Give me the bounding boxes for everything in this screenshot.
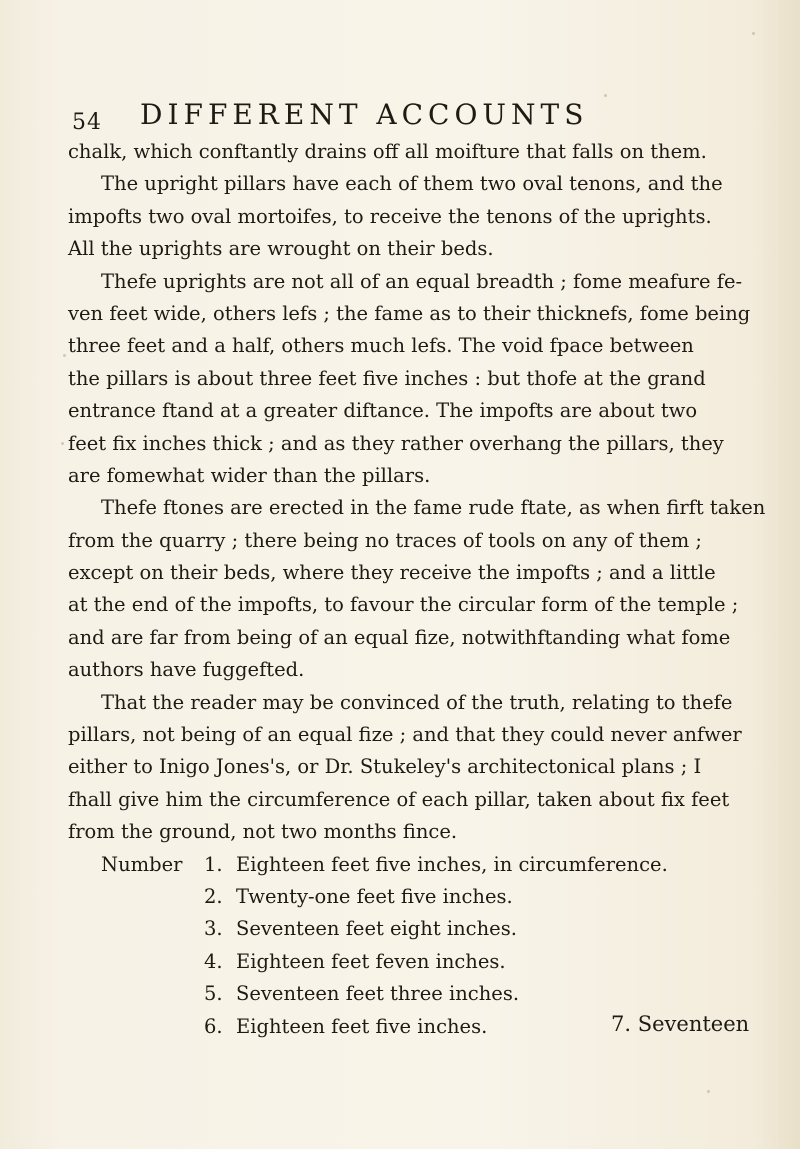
text-line: The upright pillars have each of them two oval tenons, and the <box>101 172 723 196</box>
list-label: Number <box>101 852 183 876</box>
paragraph <box>68 136 728 168</box>
text-line: from the ground, not two months fince. <box>68 820 458 844</box>
list-number: 3. <box>204 917 223 941</box>
text-line: Thefe uprights are not all of an equal breadth ; fome meafure fe- <box>101 269 743 293</box>
catchword: 7. Seventeen <box>611 1012 750 1036</box>
list-number: 5. <box>204 982 223 1006</box>
list-text: Eighteen feet feven inches. <box>236 949 506 973</box>
list-text: Twenty-one feet five inches. <box>236 884 513 908</box>
text-line: impofts two oval mortoifes, to receive the tenons of the uprights. <box>68 204 712 228</box>
paragraph <box>68 687 742 849</box>
text-line: chalk, which conftantly drains off all moifture that falls on them. <box>68 140 707 163</box>
list-text: Seventeen feet eight inches. <box>236 917 517 941</box>
paper-speck <box>604 94 607 97</box>
list-number: 1. <box>204 852 223 876</box>
text-line: feet fix inches thick ; and as they rather overhang the pillars, they <box>68 431 724 455</box>
text-line: That the reader may be convinced of the truth, relating to thefe <box>101 690 733 714</box>
list-item <box>68 849 728 881</box>
list-number: 2. <box>204 884 223 908</box>
running-head: DIFFERENT ACCOUNTS <box>140 98 589 131</box>
paragraph <box>68 168 728 265</box>
list-number: 6. <box>204 1014 223 1038</box>
text-line: pillars, not being of an equal fize ; and that they could never anfwer <box>68 723 742 747</box>
list-text: Eighteen feet five inches. <box>236 1014 488 1038</box>
text-line: the pillars is about three feet five inches : but thofe at the grand <box>68 366 706 390</box>
text-line: either to Inigo Jones's, or Dr. Stukeley's architectonical plans ; I <box>68 755 702 779</box>
text-line: at the end of the impofts, to favour the circular form of the temple ; <box>68 593 739 617</box>
list-item <box>68 978 728 1010</box>
list-item <box>68 913 728 945</box>
text-line: and are far from being of an equal fize, notwithftanding what fome <box>68 625 731 649</box>
paper-speck <box>61 442 64 445</box>
list-item <box>68 946 728 978</box>
text-line: from the quarry ; there being no traces of tools on any of them ; <box>68 528 702 552</box>
text-line: except on their beds, where they receive the impofts ; and a little <box>68 561 716 585</box>
text-line: ven feet wide, others lefs ; the fame as to their thicknefs, fome being <box>68 301 751 325</box>
text-line: All the uprights are wrought on their beds. <box>68 237 494 261</box>
text-line: are fomewhat wider than the pillars. <box>68 463 431 487</box>
paper-speck <box>707 1090 710 1093</box>
list-text: Eighteen feet five inches, in circumference. <box>236 852 668 876</box>
list-number: 4. <box>204 949 223 973</box>
body-text <box>68 136 766 1043</box>
paragraph <box>68 266 751 493</box>
text-line: entrance ftand at a greater diftance. The impofts are about two <box>68 399 698 423</box>
text-line: three feet and a half, others much lefs. The void fpace between <box>68 334 694 358</box>
paragraph <box>68 492 766 686</box>
list-text: Seventeen feet three inches. <box>236 982 520 1006</box>
page-number: 54 <box>72 110 102 135</box>
text-line: Thefe ftones are erected in the fame rude ftate, as when firft taken <box>101 496 766 520</box>
paper-speck <box>752 32 755 35</box>
paper-speck <box>63 354 66 357</box>
list-item <box>68 881 728 913</box>
text-line: authors have fuggefted. <box>68 658 305 682</box>
text-line: fhall give him the circumference of each pillar, taken about fix feet <box>68 787 730 811</box>
